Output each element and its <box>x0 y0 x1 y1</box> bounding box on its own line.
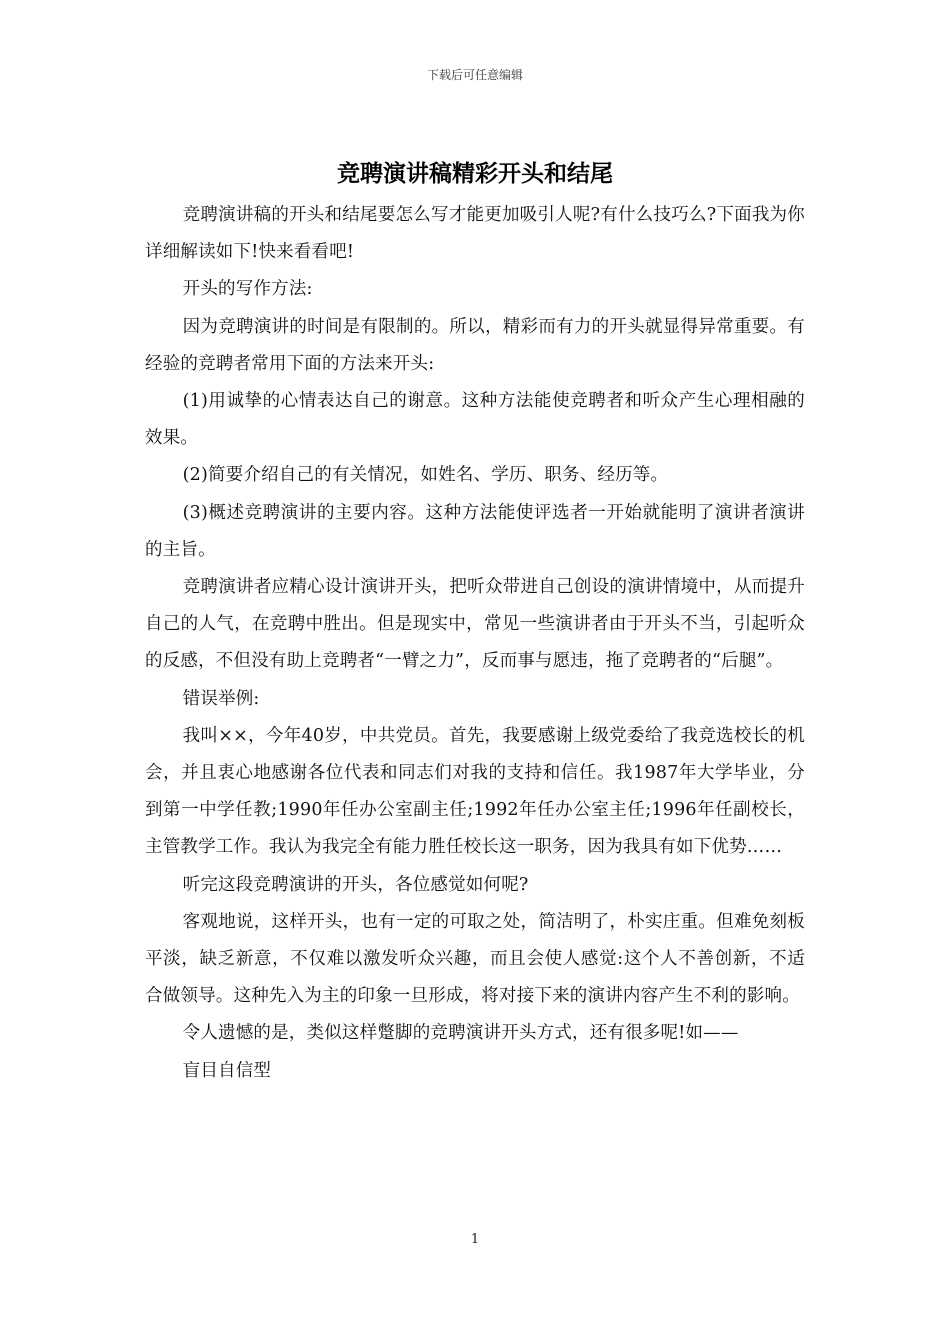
paragraph-intro: 竞聘演讲稿的开头和结尾要怎么写才能更加吸引人呢?有什么技巧么?下面我为你详细解读如下!快来看看吧! <box>145 205 805 263</box>
document-body <box>145 197 805 1090</box>
paragraph-design-opening: 竞聘演讲者应精心设计演讲开头，把听众带进自己创设的演讲情境中，从而提升自己的人气，在竞聘中胜出。但是现实中，常见一些演讲者由于开头不当，引起听众的反感，不但没有助上竞聘者“一臂之力”，反而事与愿违，拖了竞聘者的“后腿”。 <box>145 577 805 672</box>
paragraph-method-3: (3)概述竞聘演讲的主要内容。这种方法能使评选者一开始就能明了演讲者演讲的主旨。 <box>145 502 805 560</box>
paragraph-analysis: 客观地说，这样开头，也有一定的可取之处，简洁明了，朴实庄重。但难免刻板平淡，缺乏新意，不仅难以激发听众兴趣，而且会使人感觉:这个人不善创新，不适合做领导。这种先入为主的印象一旦形成，将对接下来的演讲内容产生不利的影响。 <box>145 911 805 1007</box>
page-header: 下载后可任意编辑 <box>426 68 523 82</box>
paragraph-wrong-example-heading: 错误举例: <box>182 688 260 709</box>
paragraph-question: 听完这段竞聘演讲的开头，各位感觉如何呢? <box>182 874 529 895</box>
paragraph-method-1: (1)用诚挚的心情表达自己的谢意。这种方法能使竞聘者和听众产生心理相融的效果。 <box>145 391 805 449</box>
paragraph-time-limited: 因为竞聘演讲的时间是有限制的。所以，精彩而有力的开头就显得异常重要。有经验的竞聘者常用下面的方法来开头: <box>145 316 805 374</box>
paragraph-wrong-example: 我叫××，今年40岁，中共党员。首先，我要感谢上级党委给了我竞选校长的机会，并且衷心地感谢各位代表和同志们对我的支持和信任。我1987年大学毕业，分到第一中学任教;1990年任办公室副主任;1992年任办公室主任;1996年任副校长，主管教学工作。我认为我完全有能力胜任校长这一职务，因为我具有如下优势…… <box>145 725 805 858</box>
paragraph-opening-methods-heading: 开头的写作方法: <box>182 279 313 300</box>
paragraph-regret: 令人遗憾的是，类似这样蹩脚的竞聘演讲开头方式，还有很多呢!如—— <box>182 1023 739 1044</box>
paragraph-blind-confidence: 盲目自信型 <box>182 1060 272 1081</box>
page-number: 1 <box>470 1232 480 1247</box>
paragraph-method-2: (2)简要介绍自己的有关情况，如姓名、学历、职务、经历等。 <box>182 465 669 486</box>
document-title: 竞聘演讲稿精彩开头和结尾 <box>337 161 613 187</box>
